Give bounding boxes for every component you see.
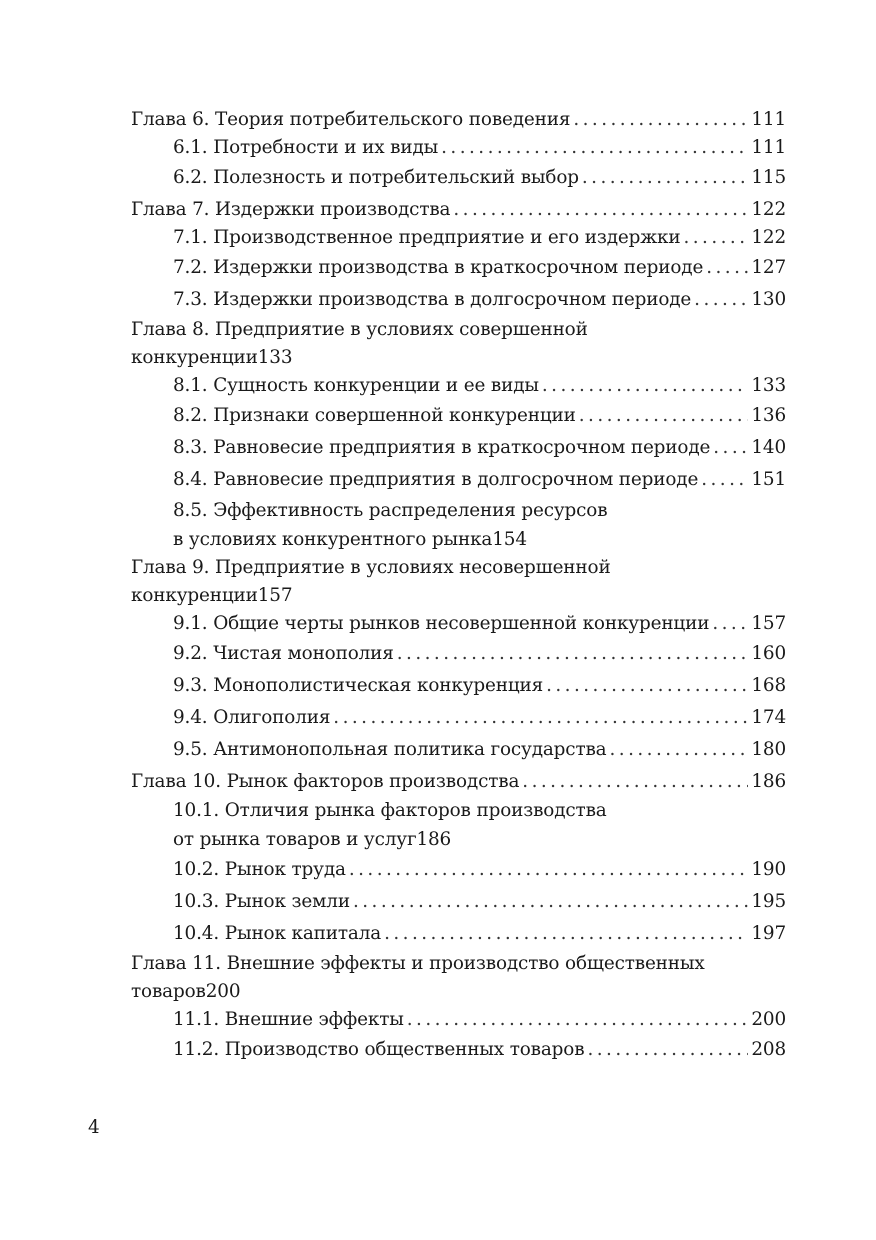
toc-entry-section-10-1 bbox=[131, 796, 786, 854]
toc-title-line-1: Глава 9. Предприятие в условиях несовершенной bbox=[131, 557, 611, 578]
toc-title: Глава 6. Теория потребительского поведения bbox=[131, 109, 571, 130]
toc-title: 9.5. Антимонопольная политика государства bbox=[173, 739, 607, 760]
toc-page-number: 111 bbox=[751, 137, 786, 158]
dot-leader bbox=[353, 886, 748, 918]
dot-leader bbox=[713, 432, 748, 464]
dot-leader bbox=[349, 854, 749, 886]
toc-page-number: 154 bbox=[492, 529, 527, 550]
toc-title-line-1: 10.1. Отличия рынка факторов производства bbox=[173, 800, 607, 821]
dot-leader bbox=[587, 1034, 748, 1066]
toc-page-number: 186 bbox=[416, 829, 452, 850]
toc-entry-section-11-2 bbox=[131, 1034, 786, 1066]
toc-entry-section-9-2 bbox=[131, 638, 786, 670]
dot-leader bbox=[582, 162, 748, 194]
toc-entry-chapter-11 bbox=[131, 950, 786, 1006]
toc-title-line-1: 8.5. Эффективность распределения ресурсов bbox=[173, 500, 608, 521]
dot-leader bbox=[546, 670, 748, 702]
toc-page-number: 130 bbox=[751, 289, 786, 310]
toc-title: 10.3. Рынок земли bbox=[173, 891, 350, 912]
toc-page-number: 168 bbox=[751, 675, 786, 696]
toc-page-number: 151 bbox=[751, 469, 786, 490]
toc-page-number: 180 bbox=[751, 739, 786, 760]
toc-page-number: 133 bbox=[751, 375, 786, 396]
page-number: 4 bbox=[88, 1117, 100, 1138]
dot-leader bbox=[542, 372, 748, 400]
toc-title-line-2: в условиях конкурентного рынка bbox=[173, 529, 493, 550]
dot-leader bbox=[441, 134, 748, 162]
toc-title: 10.2. Рынок труда bbox=[173, 859, 346, 880]
dot-leader bbox=[397, 638, 749, 670]
toc-title: 6.1. Потребности и их виды bbox=[173, 137, 439, 158]
toc-page-number: 140 bbox=[751, 437, 786, 458]
dot-leader bbox=[522, 768, 748, 796]
toc-title: 7.2. Издержки производства в краткосрочном периоде bbox=[173, 257, 704, 278]
toc-title: 8.2. Признаки совершенной конкуренции bbox=[173, 405, 576, 426]
toc-title-line-2: товаров bbox=[131, 981, 206, 1002]
toc-title: 9.4. Олигополия bbox=[173, 707, 331, 728]
table-of-contents bbox=[131, 104, 786, 1066]
toc-entry-section-8-2 bbox=[131, 400, 786, 432]
toc-page-number: 200 bbox=[205, 981, 241, 1002]
toc-title: 8.1. Сущность конкуренции и ее виды bbox=[173, 375, 539, 396]
toc-page-number: 160 bbox=[751, 643, 786, 664]
toc-page-number: 190 bbox=[751, 859, 786, 880]
dot-leader bbox=[694, 284, 748, 316]
dot-leader bbox=[610, 734, 749, 766]
toc-title-line-1: Глава 11. Внешние эффекты и производство общественных bbox=[131, 953, 705, 974]
toc-entry-section-7-3 bbox=[131, 284, 786, 316]
toc-entry-section-8-3 bbox=[131, 432, 786, 464]
toc-title: 6.2. Полезность и потребительский выбор bbox=[173, 167, 579, 188]
toc-entry-chapter-6 bbox=[131, 106, 786, 134]
toc-entry-chapter-10 bbox=[131, 768, 786, 796]
toc-entry-section-8-5 bbox=[131, 496, 786, 554]
toc-entry-section-6-1 bbox=[131, 134, 786, 162]
toc-entry-section-9-5 bbox=[131, 734, 786, 766]
toc-page-number: 157 bbox=[751, 613, 786, 634]
toc-entry-chapter-7 bbox=[131, 196, 786, 224]
toc-entry-section-8-1 bbox=[131, 372, 786, 400]
dot-leader bbox=[706, 252, 748, 284]
dot-leader bbox=[453, 196, 748, 224]
toc-title: 9.1. Общие черты рынков несовершенной конкуренции bbox=[173, 613, 710, 634]
toc-page-number: 115 bbox=[751, 167, 786, 188]
toc-entry-section-7-2 bbox=[131, 252, 786, 284]
toc-title-line-2: от рынка товаров и услуг bbox=[173, 829, 417, 850]
toc-title: 11.1. Внешние эффекты bbox=[173, 1009, 404, 1030]
toc-title: 7.3. Издержки производства в долгосрочном периоде bbox=[173, 289, 692, 310]
toc-entry-section-11-1 bbox=[131, 1006, 786, 1034]
toc-page-number: 174 bbox=[751, 707, 786, 728]
dot-leader bbox=[712, 610, 748, 638]
toc-entry-chapter-9 bbox=[131, 554, 786, 610]
toc-title-line-1: Глава 8. Предприятие в условиях совершенной bbox=[131, 319, 588, 340]
toc-page-number: 208 bbox=[751, 1039, 786, 1060]
dot-leader bbox=[384, 918, 748, 950]
toc-title: 9.3. Монополистическая конкуренция bbox=[173, 675, 544, 696]
toc-entry-section-10-4 bbox=[131, 918, 786, 950]
toc-title: 7.1. Производственное предприятие и его издержки bbox=[173, 227, 681, 248]
toc-page-number: 136 bbox=[751, 405, 786, 426]
dot-leader bbox=[407, 1006, 749, 1034]
toc-entry-section-9-4 bbox=[131, 702, 786, 734]
toc-page-number: 122 bbox=[751, 227, 786, 248]
toc-page-number: 195 bbox=[751, 891, 786, 912]
toc-page-number: 197 bbox=[751, 923, 786, 944]
toc-title: 9.2. Чистая монополия bbox=[173, 643, 394, 664]
toc-title: 8.3. Равновесие предприятия в краткосрочном периоде bbox=[173, 437, 711, 458]
toc-entry-section-10-3 bbox=[131, 886, 786, 918]
toc-title-line-2: конкуренции bbox=[131, 347, 258, 368]
dot-leader bbox=[683, 224, 748, 252]
toc-entry-section-7-1 bbox=[131, 224, 786, 252]
toc-page-number: 122 bbox=[751, 199, 786, 220]
toc-page-number: 200 bbox=[751, 1009, 786, 1030]
toc-entry-section-6-2 bbox=[131, 162, 786, 194]
toc-page-number: 127 bbox=[751, 257, 786, 278]
toc-title: 10.4. Рынок капитала bbox=[173, 923, 382, 944]
toc-title: Глава 7. Издержки производства bbox=[131, 199, 451, 220]
dot-leader bbox=[579, 400, 749, 432]
dot-leader bbox=[701, 464, 748, 496]
toc-page-number: 111 bbox=[751, 109, 786, 130]
toc-entry-section-9-1 bbox=[131, 610, 786, 638]
toc-title: 11.2. Производство общественных товаров bbox=[173, 1039, 585, 1060]
toc-title: Глава 10. Рынок факторов производства bbox=[131, 771, 520, 792]
toc-page-number: 186 bbox=[751, 771, 786, 792]
toc-title: 8.4. Равновесие предприятия в долгосрочном периоде bbox=[173, 469, 699, 490]
toc-entry-section-8-4 bbox=[131, 464, 786, 496]
toc-entry-chapter-8 bbox=[131, 316, 786, 372]
toc-page-number: 157 bbox=[257, 585, 293, 606]
dot-leader bbox=[573, 106, 748, 134]
toc-title-line-2: конкуренции bbox=[131, 585, 258, 606]
toc-entry-section-9-3 bbox=[131, 670, 786, 702]
dot-leader bbox=[333, 702, 748, 734]
toc-entry-section-10-2 bbox=[131, 854, 786, 886]
toc-page-number: 133 bbox=[257, 347, 293, 368]
